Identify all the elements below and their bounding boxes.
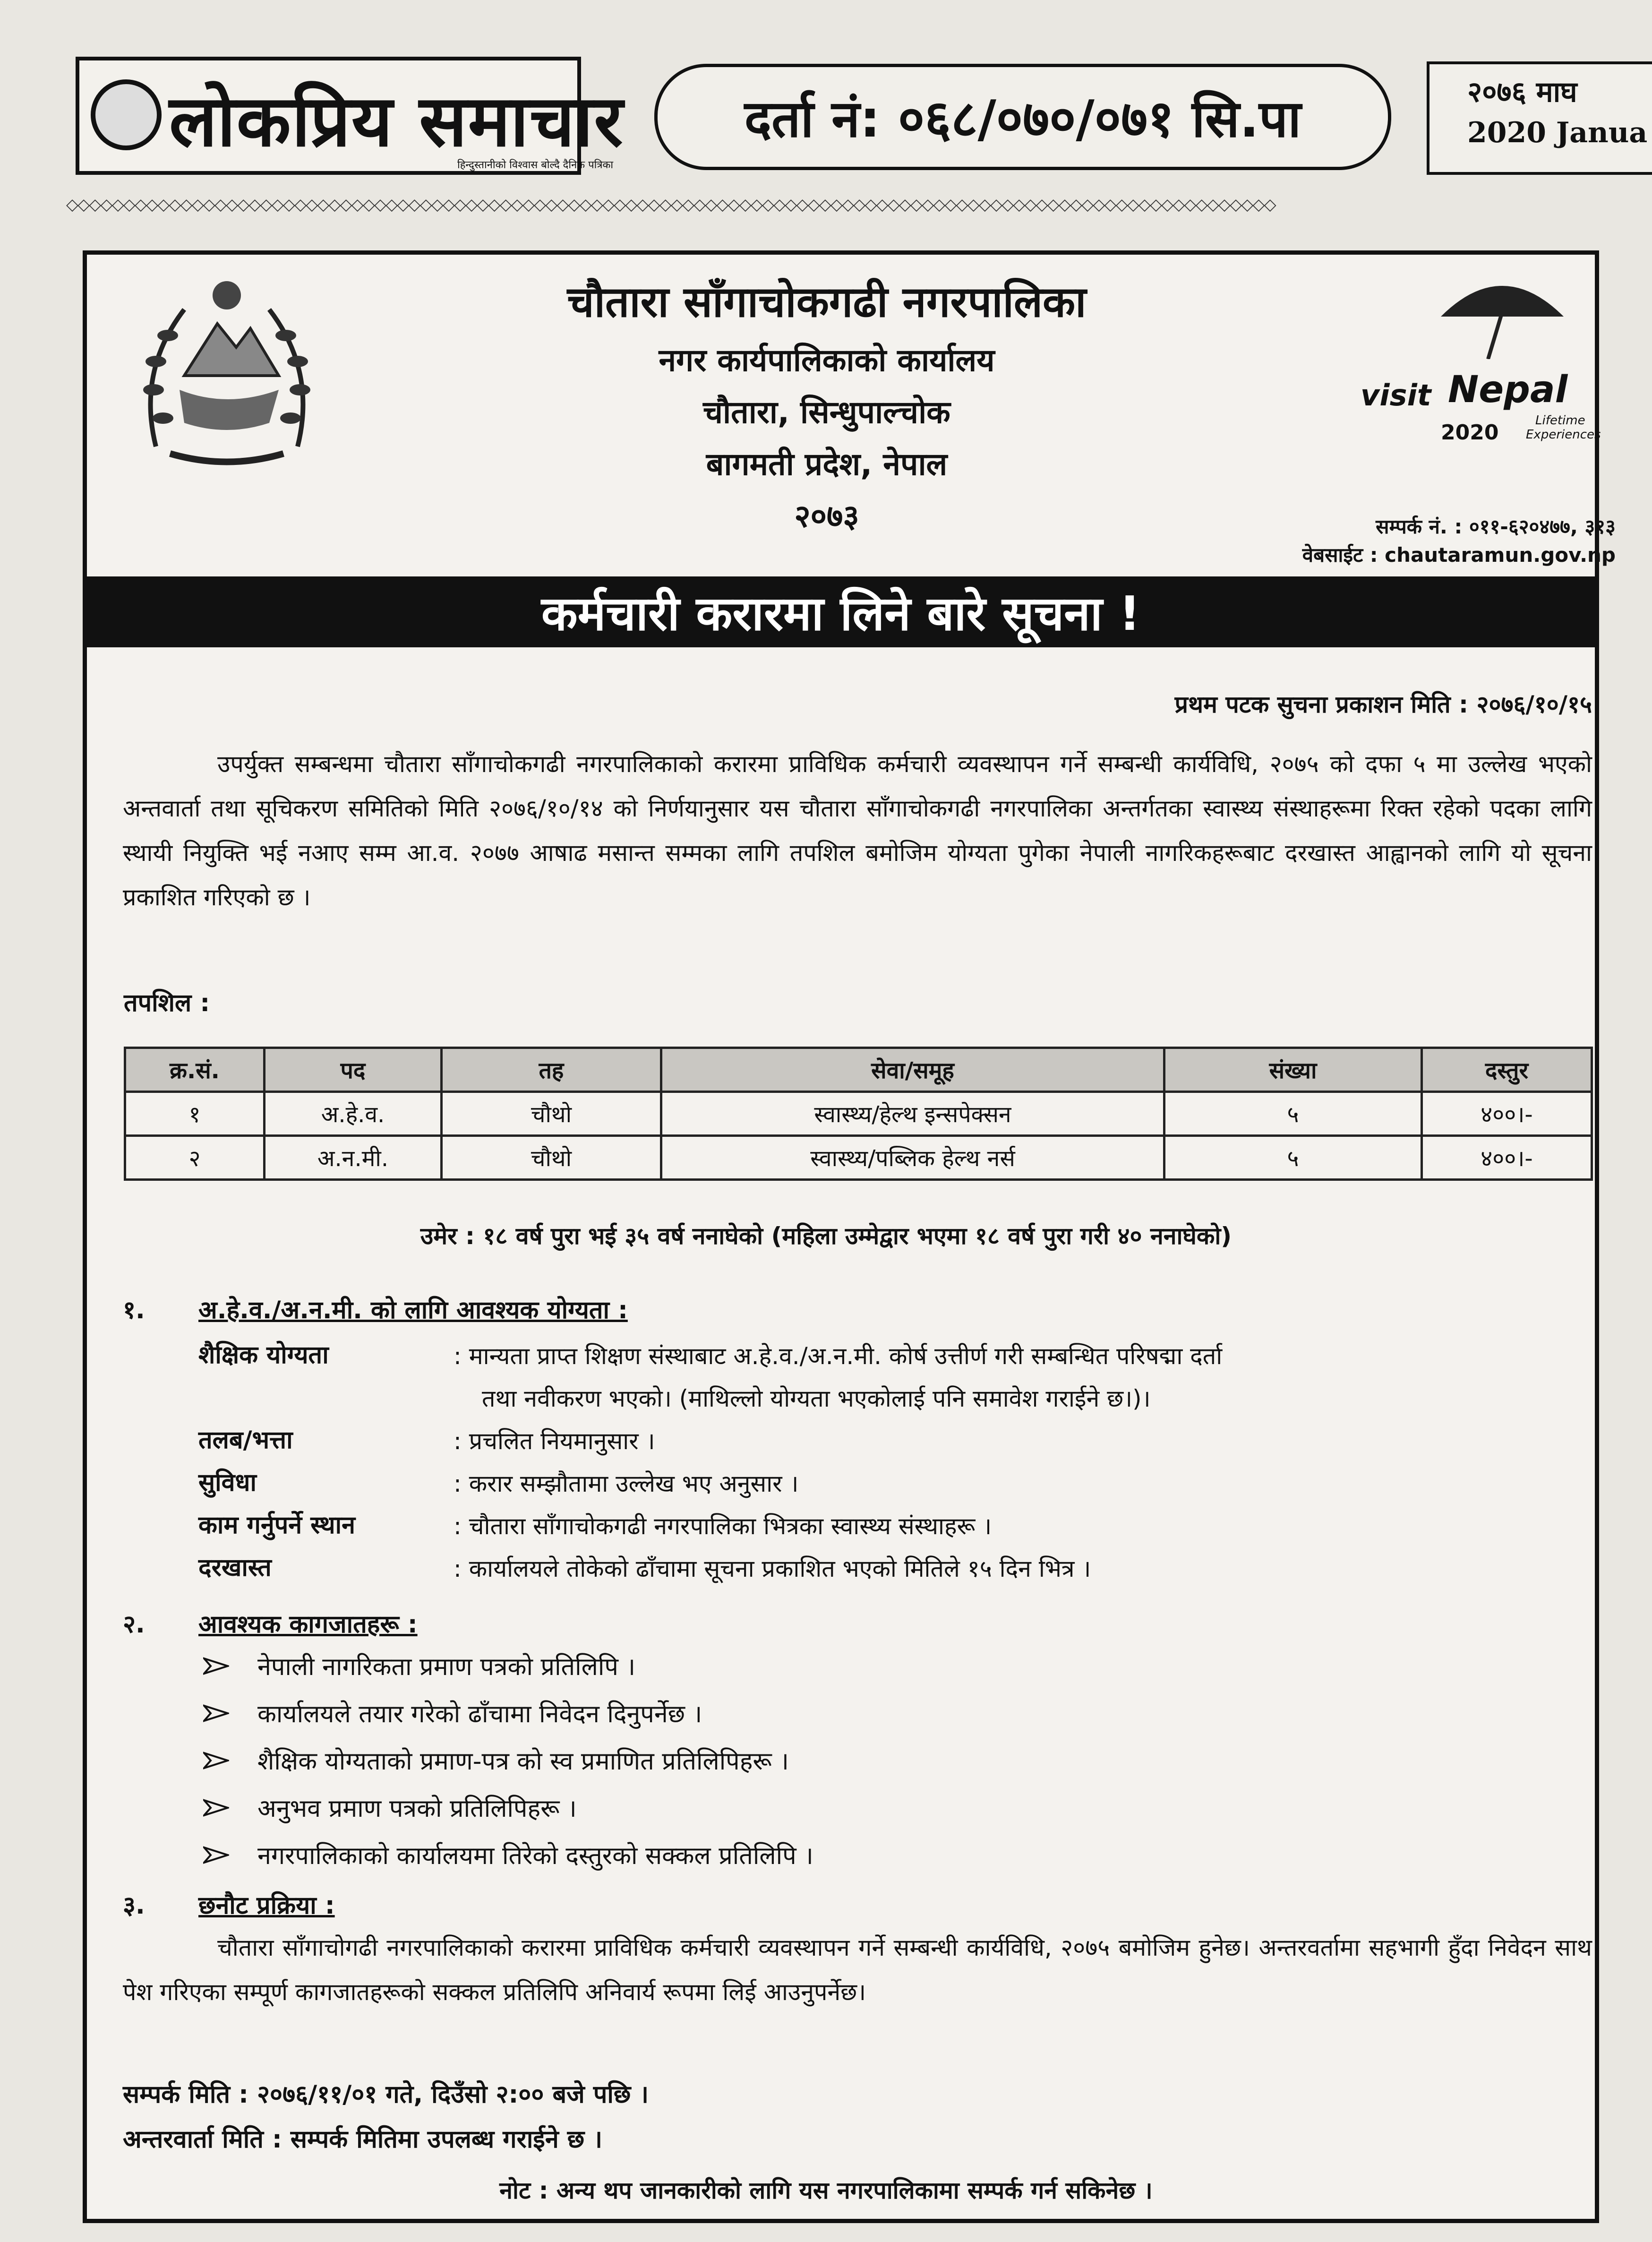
cell-post: अ.हे.व. [265, 1092, 442, 1136]
umbrella-icon [1431, 265, 1573, 359]
col-header-service: सेवा/समूह [661, 1048, 1164, 1092]
document-item: शैक्षिक योग्यताको प्रमाण-पत्र को स्व प्रमाणित प्रतिलिपिहरू । [257, 1747, 789, 1776]
cell-post: अ.न.मी. [265, 1136, 442, 1180]
label-salary: तलब/भत्ता [198, 1426, 293, 1454]
office-province: बागमती प्रदेश, नेपाल [706, 446, 948, 482]
issue-date-en: 2020 Janua [1467, 116, 1648, 149]
office-location: चौतारा, सिन्धुपाल्चोक [703, 394, 950, 430]
list-item [203, 1649, 635, 1683]
cell-count: ५ [1164, 1092, 1422, 1136]
newspaper-name: लोकप्रिय समाचार [169, 80, 624, 163]
cell-fee: ४००।- [1422, 1136, 1592, 1180]
arrow-bullet-icon [203, 1704, 229, 1723]
list-item [203, 1838, 813, 1872]
cell-service: स्वास्थ्य/हेल्थ इन्सपेक्सन [661, 1092, 1164, 1136]
cell-fee: ४००।- [1422, 1092, 1592, 1136]
table-header-row [125, 1048, 1592, 1092]
arrow-bullet-icon [203, 1846, 229, 1864]
col-header-post: पद [265, 1048, 442, 1092]
newspaper-emblem-icon [91, 79, 162, 150]
section3-title: छनौट प्रक्रिया : [198, 1891, 335, 1920]
arrow-bullet-icon [203, 1798, 229, 1817]
section2-title: आवश्यक कागजातहरू : [198, 1610, 418, 1639]
experiences-text: Experiences [1526, 428, 1601, 442]
section2-number: २. [123, 1610, 145, 1639]
decorative-divider: ◇◇◇◇◇◇◇◇◇◇◇◇◇◇◇◇◇◇◇◇◇◇◇◇◇◇◇◇◇◇◇◇◇◇◇◇◇◇◇◇◇◇◇◇◇◇◇◇◇◇◇◇◇◇◇◇◇◇◇◇◇◇◇◇◇◇◇◇◇◇◇◇◇◇◇◇◇◇◇◇◇◇◇◇◇◇◇◇◇◇◇◇◇◇◇◇◇◇◇◇◇◇◇◇◇◇ [66, 198, 1275, 212]
cell-sn: २ [125, 1136, 265, 1180]
visit-year: 2020 [1441, 421, 1499, 445]
visit-nepal-logo [1361, 350, 1625, 458]
cell-sn: १ [125, 1092, 265, 1136]
label-facility: सुविधा [198, 1469, 257, 1497]
footer-note: नोट : अन्य थप जानकारीको लागि यस नगरपालिकामा सम्पर्क गर्न सकिनेछ । [499, 2177, 1153, 2204]
label-education: शैक्षिक योग्यता [198, 1341, 329, 1369]
list-item [203, 1696, 702, 1730]
intro-paragraph: उपर्युक्त सम्बन्धमा चौतारा साँगाचोकगढी नगरपालिकाको करारमा प्राविधिक कर्मचारी व्यवस्थापन गर्ने सम्बन्धी कार्यविधि, २०७५ को दफा ५ मा उल्लेख भएको अन्तवार्ता तथा सूचिकरण समितिको मिति २०७६/१०/१४ को निर्णयानुसार यस चौतारा साँगाचोकगढी नगरपालिका अन्तर्गतका स्वास्थ्य संस्थाहरूमा रिक्त रहेको पदका लागि स्थायी नियुक्ति भई नआए सम्म आ.व. २०७७ आषाढ मसान्त सम्मका लागि तपशिल बमोजिम योग्यता पुगेका नेपाली नागरिकहरूबाट दरखास्त आह्वानको लागि यो सूचना प्रकाशित गरिएको छ । [123, 750, 1592, 911]
issue-date-np: २०७६ माघ [1467, 76, 1577, 109]
list-item [203, 1744, 789, 1777]
nepal-text: Nepal [1448, 369, 1568, 411]
table-row [125, 1136, 1592, 1180]
cell-level: चौथो [442, 1136, 661, 1180]
contact-phone: सम्पर्क नं. : ०११-६२०४७७, ३१३ [1376, 515, 1616, 538]
value-education [454, 1335, 1597, 1420]
office-subtitle: नगर कार्यपालिकाको कार्यालय [659, 342, 995, 378]
value-education-line2: तथा नवीकरण भएको। (माथिल्लो योग्यता भएकोलाई पनि समावेश गराईने छ।)। [482, 1385, 1151, 1412]
document-item: अनुभव प्रमाण पत्रको प्रतिलिपिहरू । [257, 1795, 577, 1823]
list-item [203, 1791, 577, 1824]
newspaper-logo [76, 57, 624, 175]
lifetime-text: Lifetime [1535, 413, 1585, 428]
value-workplace: : चौतारा साँगाचोकगढी नगरपालिका भित्रका स्वास्थ्य संस्थाहरू । [454, 1512, 992, 1540]
arrow-bullet-icon [203, 1751, 229, 1770]
value-application: : कार्यालयले तोकेको ढाँचामा सूचना प्रकाशित भएको मितिले १५ दिन भित्र । [454, 1555, 1091, 1582]
table-row [125, 1092, 1592, 1136]
cell-count: ५ [1164, 1136, 1422, 1180]
document-item: नेपाली नागरिकता प्रमाण पत्रको प्रतिलिपि । [257, 1653, 636, 1681]
selection-process-text: चौतारा साँगाचोगढी नगरपालिकाको करारमा प्राविधिक कर्मचारी व्यवस्थापन गर्ने सम्बन्धी कार्यविधि, २०७५ बमोजिम हुनेछ। अन्तरवर्तामा सहभागी हुँदा निवेदन साथ पेश गरिएका सम्पूर्ण कागजातहरूको सक्कल प्रतिलिपि अनिवार्य रूपमा लिई आउनुपर्नेछ। [123, 1934, 1592, 2006]
arrow-bullet-icon [203, 1657, 229, 1675]
newspaper-tagline: हिन्दुस्तानीको विश्वास बोल्दै दैनिक पत्रिका [457, 159, 614, 171]
registration-number: दर्ता नं: ०६८/०७०/०७१ सि.पा [654, 64, 1391, 170]
interview-date: अन्तरवार्ता मिति : सम्पर्क मितिमा उपलब्ध गराईने छ । [123, 2125, 603, 2154]
label-workplace: काम गर्नुपर्ने स्थान [198, 1511, 355, 1539]
document-item: कार्यालयले तयार गरेको ढाँचामा निवेदन दिनुपर्नेछ । [257, 1700, 702, 1728]
col-header-count: संख्या [1164, 1048, 1422, 1092]
contact-date: सम्पर्क मिति : २०७६/११/०१ गते, दिउँसो २:०० बजे पछि । [123, 2080, 649, 2109]
contact-website: वेबसाईट : chautaramun.gov.np [1302, 543, 1616, 567]
value-salary: : प्रचलित नियमानुसार । [454, 1427, 655, 1455]
document-item: नगरपालिकाको कार्यालयमा तिरेको दस्तुरको सक्कल प्रतिलिपि । [257, 1842, 813, 1870]
posts-table [124, 1047, 1593, 1181]
col-header-sn: क्र.सं. [125, 1048, 265, 1092]
section1-title: अ.हे.व./अ.न.मी. को लागि आवश्यक योग्यता : [198, 1296, 628, 1324]
section3-number: ३. [123, 1891, 145, 1920]
age-requirement: उमेर : १८ वर्ष पुरा भई ३५ वर्ष ननाघेको (महिला उम्मेद्वार भएमा १८ वर्ष पुरा गरी ४० ननाघेको) [420, 1222, 1232, 1250]
office-year: २०७३ [794, 498, 859, 534]
issue-date [1427, 61, 1652, 175]
notice-title: कर्मचारी करारमा लिने बारे सूचना ! [83, 576, 1599, 647]
cell-service: स्वास्थ्य/पब्लिक हेल्थ नर्स [661, 1136, 1164, 1180]
value-education-line1: : मान्यता प्राप्त शिक्षण संस्थाबाट अ.हे.व./अ.न.मी. कोर्ष उत्तीर्ण गरी सम्बन्धित परिषद्मा दर्ता [454, 1342, 1223, 1370]
visit-text: visit [1361, 378, 1431, 412]
office-name: चौतारा साँगाचोकगढी नगरपालिका [567, 277, 1087, 327]
publish-date: प्रथम पटक सुचना प्रकाशन मिति : २०७६/१०/१५ [1174, 691, 1592, 718]
label-application: दरखास्त [198, 1554, 272, 1582]
tapasil-heading: तपशिल : [124, 989, 210, 1017]
cell-level: चौथो [442, 1092, 661, 1136]
value-facility: : करार सम्झौतामा उल्लेख भए अनुसार । [454, 1470, 799, 1497]
col-header-level: तह [442, 1048, 661, 1092]
col-header-fee: दस्तुर [1422, 1048, 1592, 1092]
section1-number: १. [123, 1296, 145, 1324]
nepal-emblem-icon [128, 267, 326, 475]
